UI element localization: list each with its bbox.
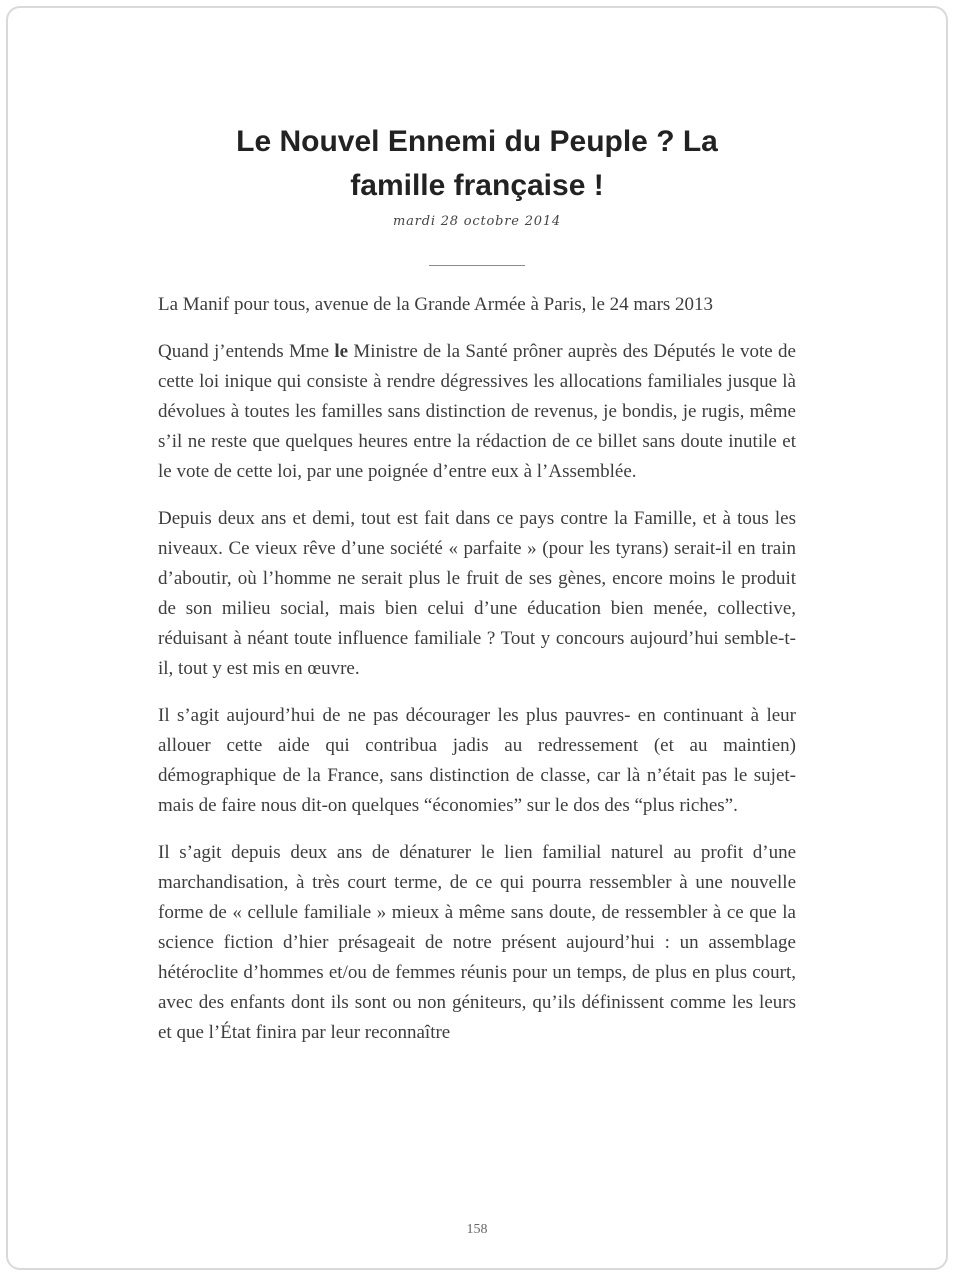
text-run: Il s’agit depuis deux ans de dénaturer le lien familial naturel au profit d’une marchandisation, à très court terme, de ce qui pourra ressembler à une nouvelle forme de « cellule familiale » mieux à même sans doute, de ressembler à ce que la science fiction d’hier présageait de notre présent aujourd’hui : un assemblage hétéroclite d’hommes et/ou de femmes réunis pour un temps, de plus en plus court, avec des enfants dont ils sont ou non géniteurs, qu’ils définissent comme les leurs et que l’État finira par leur reconnaître: [158, 842, 796, 1043]
paragraph: [158, 838, 796, 1048]
text-run: Ministre de la Santé prôner auprès des Députés le vote de cette loi inique qui consiste à rendre dégressives les allocations familiales jusque là dévolues à toutes les familles sans distinction de revenus, je bondis, je rugis, même s’il ne reste que quelques heures entre la rédaction de ce billet sans doute inutile et le vote de cette loi, par une poignée d’entre eux à l’Assemblée.: [158, 341, 796, 482]
text-run: le: [334, 341, 349, 362]
article-paragraphs: [158, 290, 796, 1048]
paragraph: [158, 701, 796, 821]
page-number: 158: [466, 1222, 488, 1237]
paragraph: [158, 504, 796, 684]
text-run: La Manif pour tous, avenue de la Grande Armée à Paris, le 24 mars 2013: [158, 294, 714, 315]
document-page: [6, 6, 948, 1270]
section-divider: [429, 265, 525, 266]
text-run: Depuis deux ans et demi, tout est fait dans ce pays contre la Famille, et à tous les niveaux. Ce vieux rêve d’une société « parfaite » (pour les tyrans) serait-il en train d’aboutir, où l’homme ne serait plus le fruit de ses gènes, encore moins le produit de son milieu social, mais bien celui d’une éducation bien menée, collective, réduisant à néant toute influence familiale ? Tout y concours aujourd’hui semble-t-il, tout y est mis en œuvre.: [158, 508, 796, 679]
text-run: Il s’agit aujourd’hui de ne pas décourager les plus pauvres- en continuant à leur allouer cette aide qui contribua jadis au redressement (et au maintien) démographique de la France, sans distinction de classe, car là n’était pas le sujet- mais de faire nous dit-on quelques “économies” sur le dos des “plus riches”.: [158, 705, 796, 816]
article-title: Le Nouvel Ennemi du Peuple ? La famille française !: [236, 125, 718, 202]
paragraph: [158, 290, 796, 320]
text-run: Quand j’entends Mme: [158, 341, 335, 362]
article-date: mardi 28 octobre 2014: [393, 214, 561, 229]
article-content: [158, 8, 796, 1048]
paragraph: [158, 337, 796, 487]
